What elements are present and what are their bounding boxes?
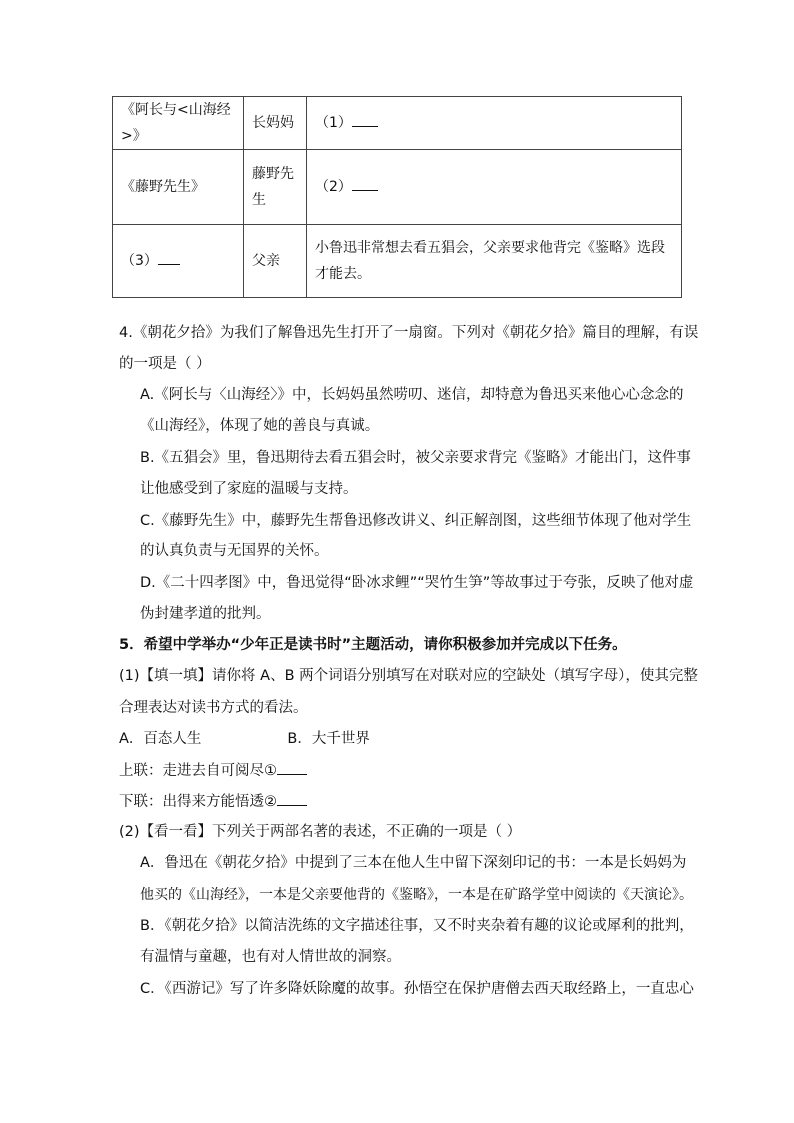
blank-label: （3） — [121, 253, 158, 269]
literature-table — [112, 96, 682, 298]
table-row — [113, 97, 682, 150]
table-cell-note — [307, 97, 682, 150]
q5-part2: (2)【看一看】下列关于两部名著的表述，不正确的一项是（ ） — [119, 824, 522, 840]
answer-blank — [352, 112, 378, 127]
couplet-upper-text: 上联：走进去自可阅尽① — [119, 763, 277, 779]
person-line: 藤野先 — [252, 166, 294, 182]
blank-label: （1） — [315, 115, 352, 131]
table-cell-work — [113, 225, 244, 298]
q5-part1: (1)【填一填】请你将 A、B 两个词语分别填写在对联对应的空缺处（填写字母），使其完整 — [119, 668, 698, 684]
q5-option-b: 有温情与童趣，也有对人情世故的洞察。 — [140, 949, 401, 965]
couplet-lower — [119, 791, 307, 812]
word-option-a: A．百态人生 — [119, 731, 202, 747]
q5-part1: 合理表达对读书方式的看法。 — [119, 700, 308, 716]
answer-blank — [277, 791, 307, 806]
q4-option-c: C.《藤野先生》中，藤野先生帮鲁迅修改讲义、纠正解剖图，这些细节体现了他对学生 — [140, 513, 692, 529]
q5-word-options — [119, 729, 370, 749]
table-row — [113, 150, 682, 225]
q4-option-b: 让他感受到了家庭的温暖与支持。 — [140, 481, 358, 497]
note-line: 才能去。 — [315, 266, 371, 282]
note-line: 小鲁迅非常想去看五猖会，父亲要求他背完《鉴略》选段 — [315, 240, 665, 256]
person-line: 生 — [252, 192, 266, 208]
q4-option-a: A.《阿长与〈山海经〉》中，长妈妈虽然唠叨、迷信，却特意为鲁迅买来他心心念念的 — [140, 387, 684, 403]
table-cell-work: 《藤野先生》 — [113, 150, 244, 225]
answer-blank — [352, 176, 378, 191]
table-cell-person — [244, 150, 307, 225]
table-cell-note — [307, 225, 682, 298]
q5-option-a: 他买的《山海经》，一本是父亲要他背的《鉴略》，一本是在矿路学堂中阅读的《天演论》。 — [140, 887, 693, 903]
q5-stem: 5．希望中学举办“少年正是读书时”主题活动，请你积极参加并完成以下任务。 — [119, 637, 627, 653]
blank-label: （2） — [315, 179, 352, 195]
q4-option-d: D.《二十四孝图》中，鲁迅觉得“卧冰求鲤”“哭竹生笋”等故事过于夸张，反映了他对虚 — [140, 575, 694, 591]
q5-option-b: B．《朝花夕拾》以简洁洗练的文字描述往事，又不时夹杂着有趣的议论或犀利的批判， — [140, 918, 694, 934]
q5-option-a: A．鲁迅在《朝花夕拾》中提到了三本在他人生中留下深刻印记的书：一本是长妈妈为 — [140, 855, 687, 871]
q4-option-c: 的认真负责与无国界的关怀。 — [140, 543, 329, 559]
couplet-upper — [119, 760, 307, 781]
table-cell-person: 长妈妈 — [244, 97, 307, 150]
couplet-lower-text: 下联：出得来方能悟透② — [119, 794, 277, 810]
q4-stem: 的一项是（ ） — [119, 356, 211, 372]
table-row — [113, 225, 682, 298]
answer-blank — [158, 250, 180, 265]
q4-stem: 4.《朝花夕拾》为我们了解鲁迅先生打开了一扇窗。下列对《朝花夕拾》篇目的理解，有误 — [119, 325, 699, 341]
table-cell-person: 父亲 — [244, 225, 307, 298]
table-cell-work: 《阿长与<山海经>》 — [113, 97, 244, 150]
q4-option-b: B.《五猖会》里，鲁迅期待去看五猖会时，被父亲要求背完《鉴略》才能出门，这件事 — [140, 450, 692, 466]
table-cell-note — [307, 150, 682, 225]
word-option-b: B．大千世界 — [287, 731, 370, 747]
q4-option-a: 《山海经》，体现了她的善良与真诚。 — [140, 418, 380, 434]
q5-option-c: C．《西游记》写了许多降妖除魔的故事。孙悟空在保护唐僧去西天取经路上，一直忠心 — [140, 981, 694, 997]
q4-option-d: 伪封建孝道的批判。 — [140, 606, 271, 622]
answer-blank — [277, 760, 307, 775]
